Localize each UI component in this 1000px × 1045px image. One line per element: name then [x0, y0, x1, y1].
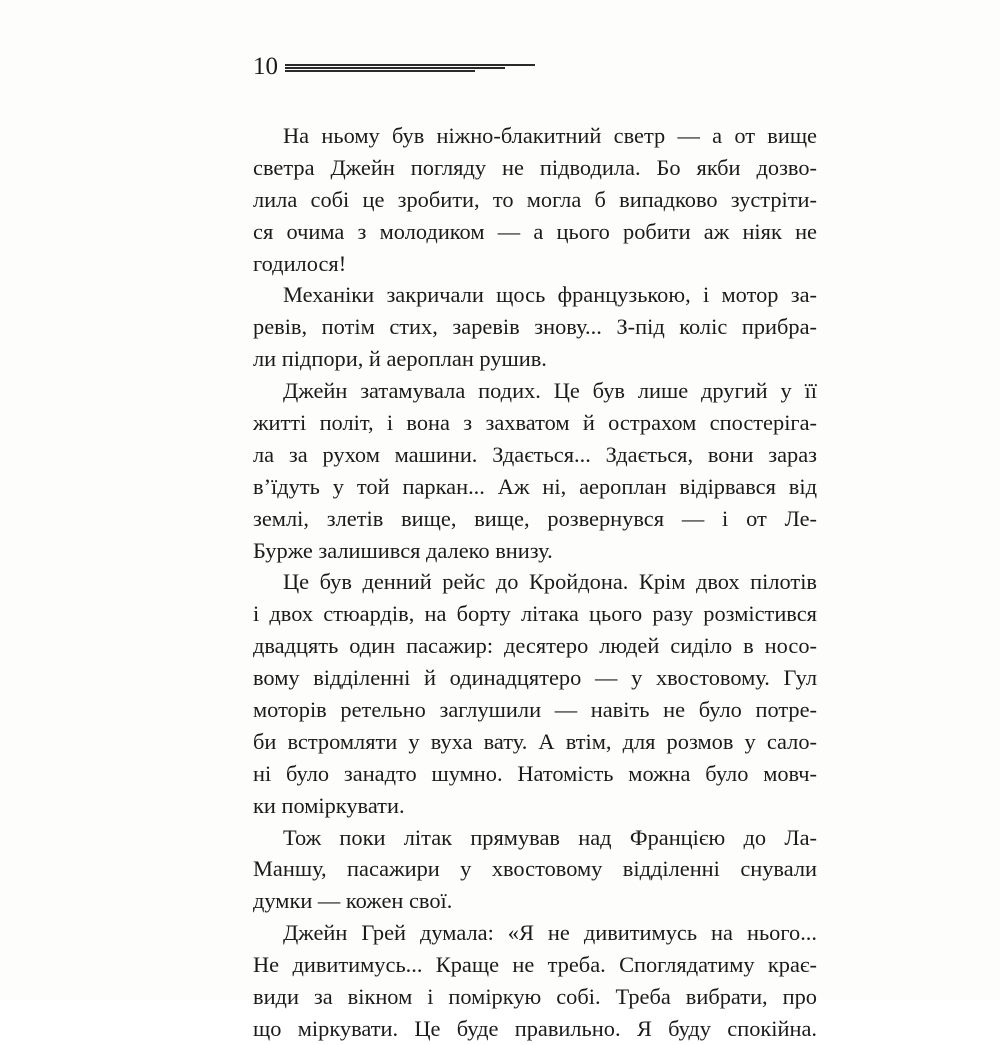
text-line: лила собі це зробити, то могла б випадково зустріти- — [253, 186, 817, 212]
text-line: моторів ретельно заглушили — навіть не було потре- — [253, 697, 817, 723]
text-line: Джейн Грей думала: «Я не дивитимусь на нього... — [283, 920, 817, 946]
text-line: На ньому був ніжно-блакитний светр — а от вище — [283, 123, 817, 148]
text-line: би встромляти у вуха вату. А втім, для розмов у сало- — [253, 728, 817, 754]
text-line: Бурже залишився далеко внизу. — [253, 537, 553, 563]
text-line: в’їдуть у той паркан... Аж ні, аероплан відірвався від — [253, 473, 817, 499]
text-line: Тож поки літак прямував над Францією до Ла- — [283, 824, 817, 850]
text-line: двадцять один пасажир: десятеро людей сиділо в носо- — [253, 633, 817, 659]
text-line: житті політ, і вона з захватом й острахом спостеріга- — [253, 410, 817, 436]
text-line: види за вікном і поміркую собі. Треба вибрати, про — [253, 984, 817, 1010]
text-line: ки поміркувати. — [253, 792, 405, 818]
text-line: вому відділенні й одинадцятеро — у хвостовому. Гул — [253, 665, 817, 691]
body-text — [253, 120, 817, 1045]
text-line: годилося! — [253, 250, 347, 276]
text-line: ла за рухом машини. Здається... Здається, вони зараз — [253, 441, 817, 467]
text-line: Механіки закричали щось французькою, і мотор за- — [283, 282, 817, 308]
text-line: землі, злетів вище, вище, розвернувся — і от Ле- — [253, 505, 817, 531]
text-line: ревів, потім стих, заревів знову... З-під коліс прибра- — [253, 314, 817, 340]
text-line: ся очима з молодиком — а цього робити аж ніяк не — [253, 218, 817, 244]
header-rule — [285, 64, 535, 74]
text-line: Маншу, пасажири у хвостовому відділенні снували — [253, 856, 817, 882]
text-line: ли підпори, й аероплан рушив. — [253, 346, 547, 372]
page-number: 10 — [253, 53, 278, 80]
text-line: Не дивитимусь... Краще не треба. Споглядатиму крає- — [253, 952, 817, 978]
text-line: Джейн затамувала подих. Це був лише другий у її — [283, 378, 817, 404]
text-line: що міркувати. Це буде правильно. Я буду спокійна. — [253, 1015, 817, 1041]
text-line: Це був денний рейс до Кройдона. Крім двох пілотів — [283, 569, 817, 595]
text-line: ні було занадто шумно. Натомість можна було мовч- — [253, 760, 817, 786]
text-line: светра Джейн погляду не підводила. Бо якби дозво- — [253, 154, 817, 180]
text-line: думки — кожен свої. — [253, 888, 453, 914]
text-line: і двох стюардів, на борту літака цього разу розмістився — [253, 601, 817, 627]
page-header — [245, 52, 545, 82]
